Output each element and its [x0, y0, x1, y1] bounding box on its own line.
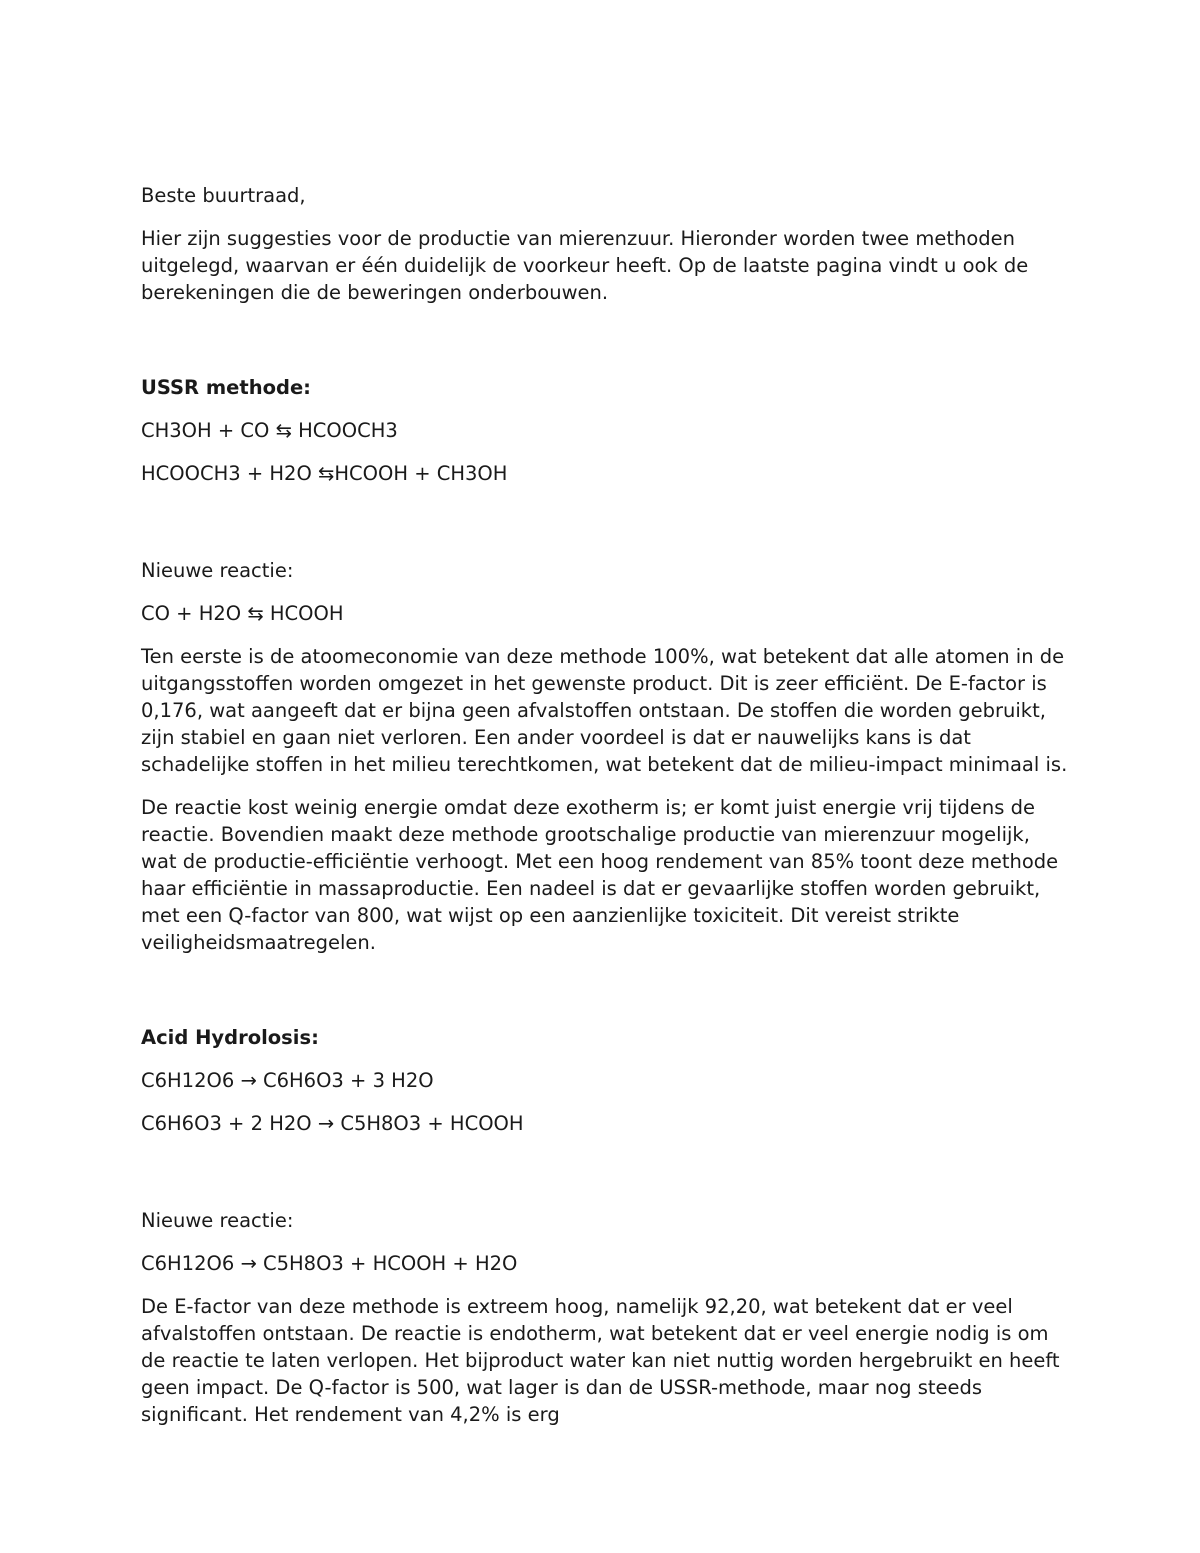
- greeting: Beste buurtraad,: [141, 184, 306, 207]
- document-page: [141, 182, 1071, 1428]
- ussr-paragraph-2: De reactie kost weinig energie omdat deze exotherm is; er komt juist energie vrij tijdens de reactie. Bovendien maakt deze methode grootschalige productie van mierenzuur mogelijk, wat de productie-efficiëntie verhoogt. Met een hoog rendement van 85% toont deze methode haar efficiëntie in massaproductie. Een nadeel is dat er gevaarlijke stoffen worden gebruikt, met een Q-factor van 800, wat wijst op een aanzienlijke toxiciteit. Dit vereist strikte veiligheidsmaatregelen.: [141, 796, 1059, 954]
- ussr-equation-2: HCOOCH3 + H2O ⇆HCOOH + CH3OH: [141, 462, 508, 485]
- ussr-equation-1: CH3OH + CO ⇆ HCOOCH3: [141, 419, 398, 442]
- acid-heading: Acid Hydrolosis:: [141, 1026, 319, 1049]
- acid-equation-2: C6H6O3 + 2 H2O → C5H8O3 + HCOOH: [141, 1112, 524, 1135]
- acid-new-reaction-label: Nieuwe reactie:: [141, 1209, 294, 1232]
- ussr-new-reaction-label: Nieuwe reactie:: [141, 559, 294, 582]
- acid-paragraph-1: De E-factor van deze methode is extreem hoog, namelijk 92,20, wat betekent dat er veel afvalstoffen ontstaan. De reactie is endotherm, wat betekent dat er veel energie nodig is om de reactie te laten verlopen. Het bijproduct water kan niet nuttig worden hergebruikt en heeft geen impact. De Q-factor is 500, wat lager is dan de USSR-methode, maar nog steeds significant. Het rendement van 4,2% is erg: [141, 1295, 1060, 1426]
- ussr-new-equation: CO + H2O ⇆ HCOOH: [141, 602, 344, 625]
- intro-paragraph: Hier zijn suggesties voor de productie van mierenzuur. Hieronder worden twee methoden uitgelegd, waarvan er één duidelijk de voorkeur heeft. Op de laatste pagina vindt u ook de berekeningen die de beweringen onderbouwen.: [141, 227, 1029, 304]
- acid-new-equation: C6H12O6 → C5H8O3 + HCOOH + H2O: [141, 1252, 518, 1275]
- acid-equation-1: C6H12O6 → C6H6O3 + 3 H2O: [141, 1069, 434, 1092]
- ussr-heading: USSR methode:: [141, 376, 311, 399]
- ussr-paragraph-1: Ten eerste is de atoomeconomie van deze methode 100%, wat betekent dat alle atomen in de uitgangsstoffen worden omgezet in het gewenste product. Dit is zeer efficiënt. De E-factor is 0,176, wat aangeeft dat er bijna geen afvalstoffen ontstaan. De stoffen die worden gebruikt, zijn stabiel en gaan niet verloren. Een ander voordeel is dat er nauwelijks kans is dat schadelijke stoffen in het milieu terechtkomen, wat betekent dat de milieu-impact minimaal is.: [141, 645, 1068, 776]
